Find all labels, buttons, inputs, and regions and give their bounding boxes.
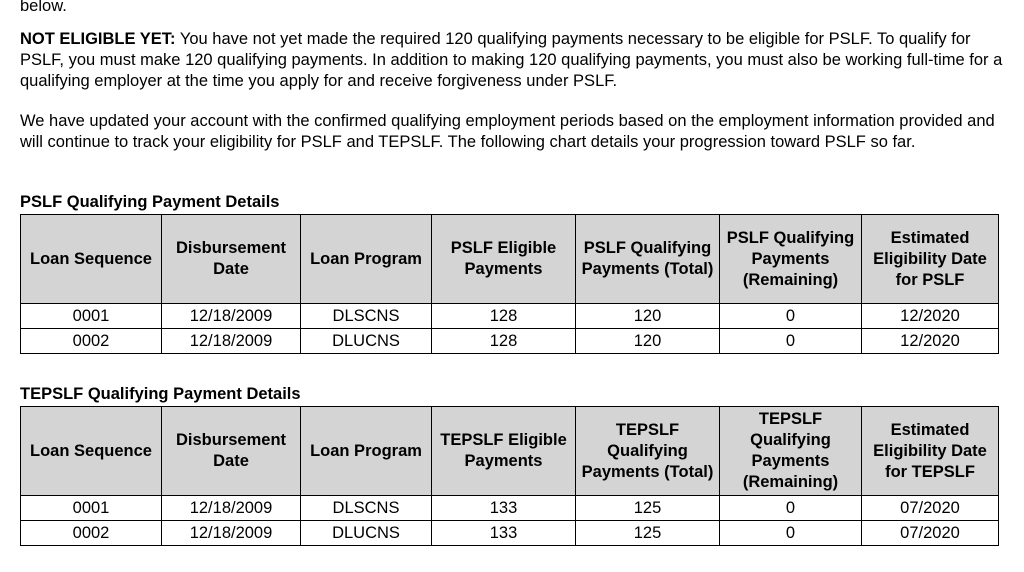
header-qualifying-total: PSLF Qualifying Payments (Total) <box>576 215 720 304</box>
cell-eligible-payments: 133 <box>432 521 576 546</box>
update-paragraph: We have updated your account with the confirmed qualifying employment periods based on the employment information provided and will continue to track your eligibility for PSLF and TEPSLF. The following chart details your progression toward PSLF so far. <box>20 112 995 151</box>
cell-loan-program: DLSCNS <box>301 304 432 329</box>
table-row <box>21 304 999 329</box>
eligibility-status-paragraph <box>20 29 1004 92</box>
table-row <box>21 329 999 354</box>
cell-eligible-payments: 128 <box>432 304 576 329</box>
table-header-row <box>21 407 999 496</box>
header-eligible-payments: TEPSLF Eligible Payments <box>432 407 576 496</box>
cell-disbursement-date: 12/18/2009 <box>162 304 301 329</box>
cell-qualifying-total: 125 <box>576 521 720 546</box>
cell-qualifying-total: 120 <box>576 304 720 329</box>
table-row <box>21 496 999 521</box>
cell-loan-program: DLUCNS <box>301 329 432 354</box>
status-text: You have not yet made the required 120 qualifying payments necessary to be eligible for PSLF. To qualify for PSLF, you must make 120 qualifying payments. In addition to making 120 qualifying payments, you must also be working full-time for a qualifying employer at the time you apply for and receive forgiveness under PSLF. <box>20 30 1003 90</box>
cell-disbursement-date: 12/18/2009 <box>162 496 301 521</box>
header-qualifying-total: TEPSLF Qualifying Payments (Total) <box>576 407 720 496</box>
header-loan-program: Loan Program <box>301 407 432 496</box>
header-loan-sequence: Loan Sequence <box>21 215 162 304</box>
cell-eligibility-date: 07/2020 <box>862 521 999 546</box>
cell-eligibility-date: 12/2020 <box>862 329 999 354</box>
table-row <box>21 521 999 546</box>
cell-loan-program: DLUCNS <box>301 521 432 546</box>
cell-qualifying-total: 125 <box>576 496 720 521</box>
header-eligible-payments: PSLF Eligible Payments <box>432 215 576 304</box>
cell-loan-sequence: 0001 <box>21 496 162 521</box>
header-disbursement-date: Disbursement Date <box>162 215 301 304</box>
cell-loan-sequence: 0001 <box>21 304 162 329</box>
cell-eligibility-date: 12/2020 <box>862 304 999 329</box>
cell-eligible-payments: 128 <box>432 329 576 354</box>
status-label: NOT ELIGIBLE YET: <box>20 30 176 48</box>
pslf-payment-table <box>20 214 999 354</box>
pslf-table-title: PSLF Qualifying Payment Details <box>20 193 280 211</box>
cell-qualifying-total: 120 <box>576 329 720 354</box>
header-qualifying-remaining: PSLF Qualifying Payments (Remaining) <box>720 215 862 304</box>
cell-disbursement-date: 12/18/2009 <box>162 521 301 546</box>
header-eligibility-date: Estimated Eligibility Date for TEPSLF <box>862 407 999 496</box>
cell-qualifying-remaining: 0 <box>720 304 862 329</box>
intro-fragment: below. <box>20 0 67 15</box>
cell-eligible-payments: 133 <box>432 496 576 521</box>
header-disbursement-date: Disbursement Date <box>162 407 301 496</box>
cell-qualifying-remaining: 0 <box>720 496 862 521</box>
document-page <box>20 0 1004 542</box>
header-eligibility-date: Estimated Eligibility Date for PSLF <box>862 215 999 304</box>
cell-loan-program: DLSCNS <box>301 496 432 521</box>
header-loan-program: Loan Program <box>301 215 432 304</box>
table-header-row <box>21 215 999 304</box>
cell-loan-sequence: 0002 <box>21 521 162 546</box>
tepslf-table-title: TEPSLF Qualifying Payment Details <box>20 385 301 403</box>
cell-loan-sequence: 0002 <box>21 329 162 354</box>
cell-eligibility-date: 07/2020 <box>862 496 999 521</box>
header-loan-sequence: Loan Sequence <box>21 407 162 496</box>
tepslf-payment-table <box>20 406 999 546</box>
header-qualifying-remaining: TEPSLF Qualifying Payments (Remaining) <box>720 407 862 496</box>
cell-qualifying-remaining: 0 <box>720 329 862 354</box>
cell-qualifying-remaining: 0 <box>720 521 862 546</box>
cell-disbursement-date: 12/18/2009 <box>162 329 301 354</box>
